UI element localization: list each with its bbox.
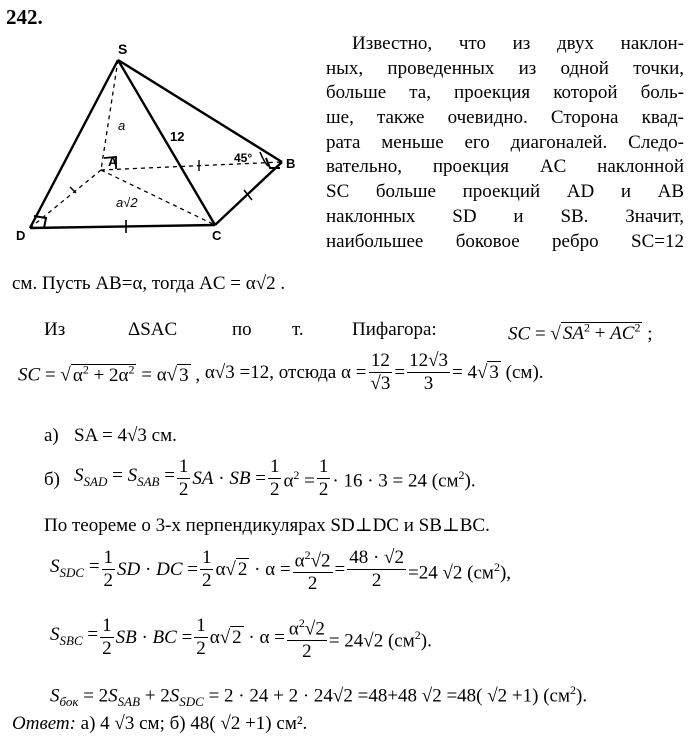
intro-line: вательно, проекция AC наклонной bbox=[326, 156, 684, 178]
label-diag: a√2 bbox=[116, 195, 138, 210]
edge-ab bbox=[101, 162, 282, 170]
intro-line: наибольшее боковое ребро SC=12 bbox=[326, 230, 684, 252]
formula-s-bok: $S_{бок} = 2S_{SAB} + 2S_{SDC} = 2 \cdot 24 + 2 \cdot 24√2 =48+48$ √2 =48( √2 +1) $(см^2)$. bbox=[50, 683, 588, 710]
label-a-height: a bbox=[118, 118, 126, 133]
label-s: S bbox=[118, 41, 128, 57]
intro-line: Известно, что из двух наклон- bbox=[352, 33, 684, 54]
pyth-word-1: Из bbox=[44, 319, 66, 340]
intro-line: больше та, проекция которой боль- bbox=[326, 82, 684, 104]
problem-number: 242. bbox=[6, 5, 43, 29]
label-a-vertex: A bbox=[108, 154, 118, 169]
formula-sc-alpha: SC = √ $\alpha^2 + 2\alpha^2 = \alpha√$ 3 , α√3 =12, отсюда α = $\frac{12}{√3}$ = $\frac{12√3}{3}$ = 4√ 3 (см). bbox=[18, 350, 544, 394]
formula-s-sbc: $S_{SBC}$ = $\frac{1}{2}$ SB · BC = $\frac{1}{2}$ α√ 2 · α = $\frac{\alpha^2√2}{2}$ = 24√2 $(см^2)$. bbox=[50, 612, 432, 663]
pyth-word-3: по bbox=[232, 319, 252, 340]
item-a-label: а) bbox=[44, 425, 59, 446]
pyth-word-5: Пифагора: bbox=[352, 319, 437, 340]
pyth-word-4: т. bbox=[292, 319, 304, 340]
edge-sb bbox=[118, 60, 282, 162]
intro-line: SC больше проекций AD и AB bbox=[326, 181, 684, 203]
let-line: см. Пусть AB=α, тогда AC = α√2 . bbox=[12, 273, 286, 294]
label-b: B bbox=[286, 156, 296, 171]
edge-sd bbox=[30, 60, 118, 228]
answer-label: Ответ: bbox=[12, 713, 76, 734]
label-c: C bbox=[212, 228, 222, 240]
edge-cb bbox=[215, 162, 282, 225]
label-12: 12 bbox=[170, 129, 185, 144]
theorem-line: По теореме о 3-х перпендикулярах SD⊥DC и SB⊥BC. bbox=[44, 515, 490, 536]
label-45: 45° bbox=[234, 151, 253, 165]
intro-line: рата меньше его диагоналей. Следо- bbox=[326, 131, 684, 153]
edge-ad bbox=[30, 170, 101, 228]
edge-dc bbox=[30, 225, 215, 228]
formula-sc-pyth: SC = √ $SA^2 + AC^2$ ; bbox=[508, 321, 653, 345]
intro-paragraph bbox=[326, 32, 684, 254]
formula-s-sad: $S_{SAD} = S_{SAB}$ = $\frac{1}{2}$ SA · SB = $\frac{1}{2}$ $\alpha^2$ = $\frac{1}{2}$ · 16 · 3 = 24 $(см^2)$. bbox=[74, 456, 476, 500]
answer-text: а) 4 √3 см; б) 48( √2 +1) см². bbox=[80, 713, 308, 734]
answer-line bbox=[12, 712, 307, 736]
pyramid-figure bbox=[12, 40, 318, 240]
intro-line: наклонных SD и SB. Значит, bbox=[326, 205, 684, 227]
formula-s-sdc: $S_{SDC}$ = $\frac{1}{2}$ SD · DC = $\frac{1}{2}$ α√ 2 · α = $\frac{\alpha^2√2}{2}$ = $\frac{48 \cdot √2}{2}$ =24 √2 $(см^2)$, bbox=[50, 544, 511, 595]
pyth-word-2: ΔSAC bbox=[128, 319, 178, 340]
item-b-label: б) bbox=[44, 469, 60, 490]
label-d: D bbox=[16, 228, 26, 240]
item-a-text: SA = 4√3 см. bbox=[74, 425, 177, 446]
intro-line: ных, проведенных из одной точки, bbox=[326, 57, 684, 79]
alpha-equation: α√3 =12, отсюда bbox=[204, 361, 337, 383]
intro-line: ше, также очевидно. Сторона квад- bbox=[326, 107, 684, 129]
